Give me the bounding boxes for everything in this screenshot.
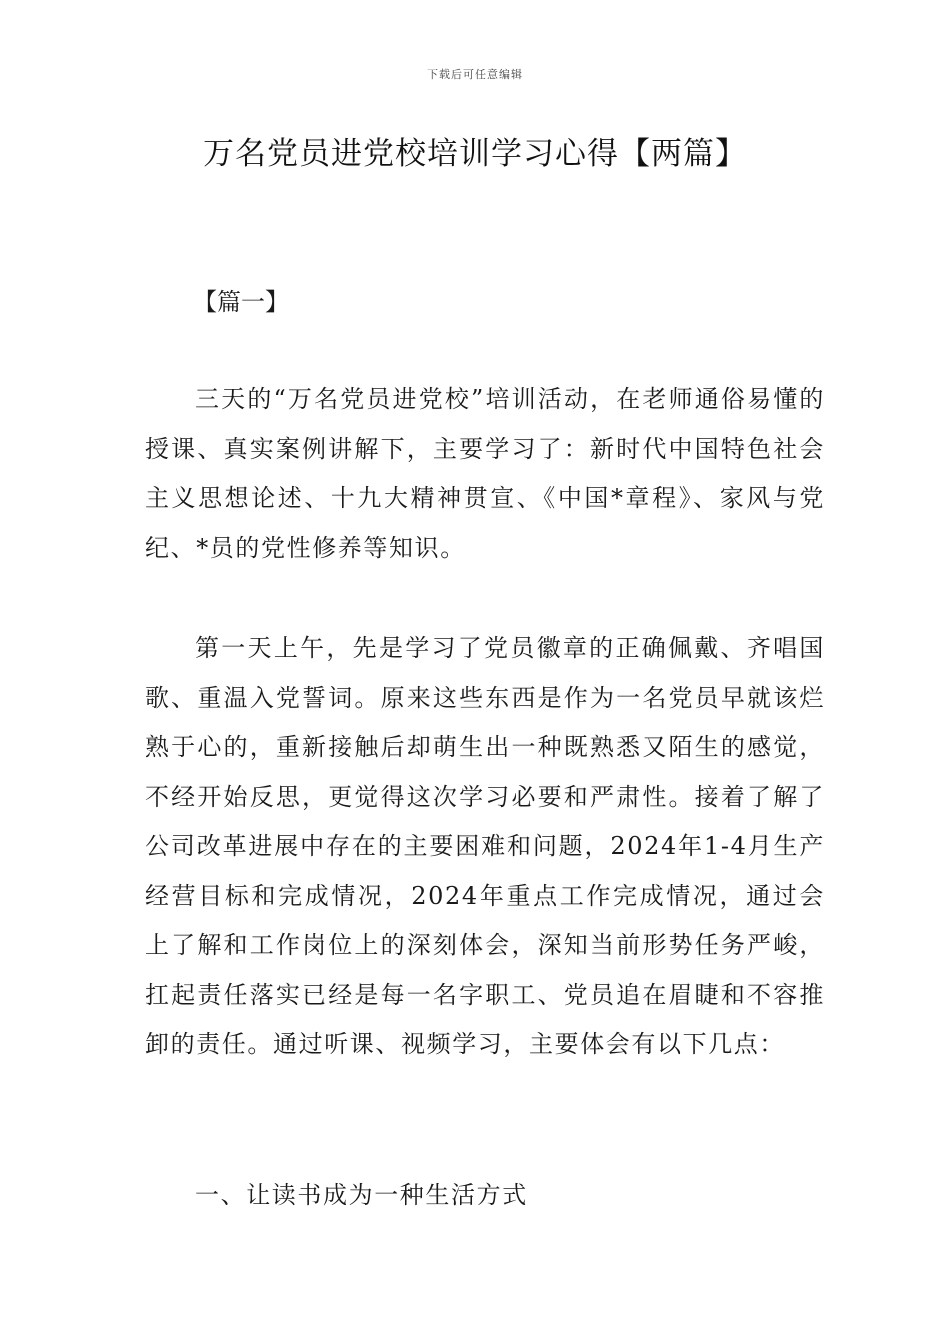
subheading-1: 一、让读书成为一种生活方式 xyxy=(195,1181,528,1209)
paragraph-2: 第一天上午，先是学习了党员徽章的正确佩戴、齐唱国歌、重温入党誓词。原来这些东西是作为一名党员早就该烂熟于心的，重新接触后却萌生出一种既熟悉又陌生的感觉，不经开始反思，更觉得这次学习必要和严肃性。接着了解了公司改革进展中存在的主要困难和问题，2024年1-4月生产经营目标和完成情况，2024年重点工作完成情况，通过会上了解和工作岗位上的深刻体会，深知当前形势任务严峻，扛起责任落实已经是每一名字职工、党员追在眉睫和不容推卸的责任。通过听课、视频学习，主要体会有以下几点： xyxy=(145,634,825,1058)
section-label: 【篇一】 xyxy=(193,288,289,316)
document-title: 万名党员进党校培训学习心得【两篇】 xyxy=(203,136,747,172)
paragraph-1: 三天的“万名党员进党校”培训活动，在老师通俗易懂的授课、真实案例讲解下，主要学习了：新时代中国特色社会主义思想论述、十九大精神贯宣、《中国*章程》、家风与党纪、*员的党性修养等知识。 xyxy=(145,385,825,562)
page-header-note: 下载后可任意编辑 xyxy=(427,68,523,81)
